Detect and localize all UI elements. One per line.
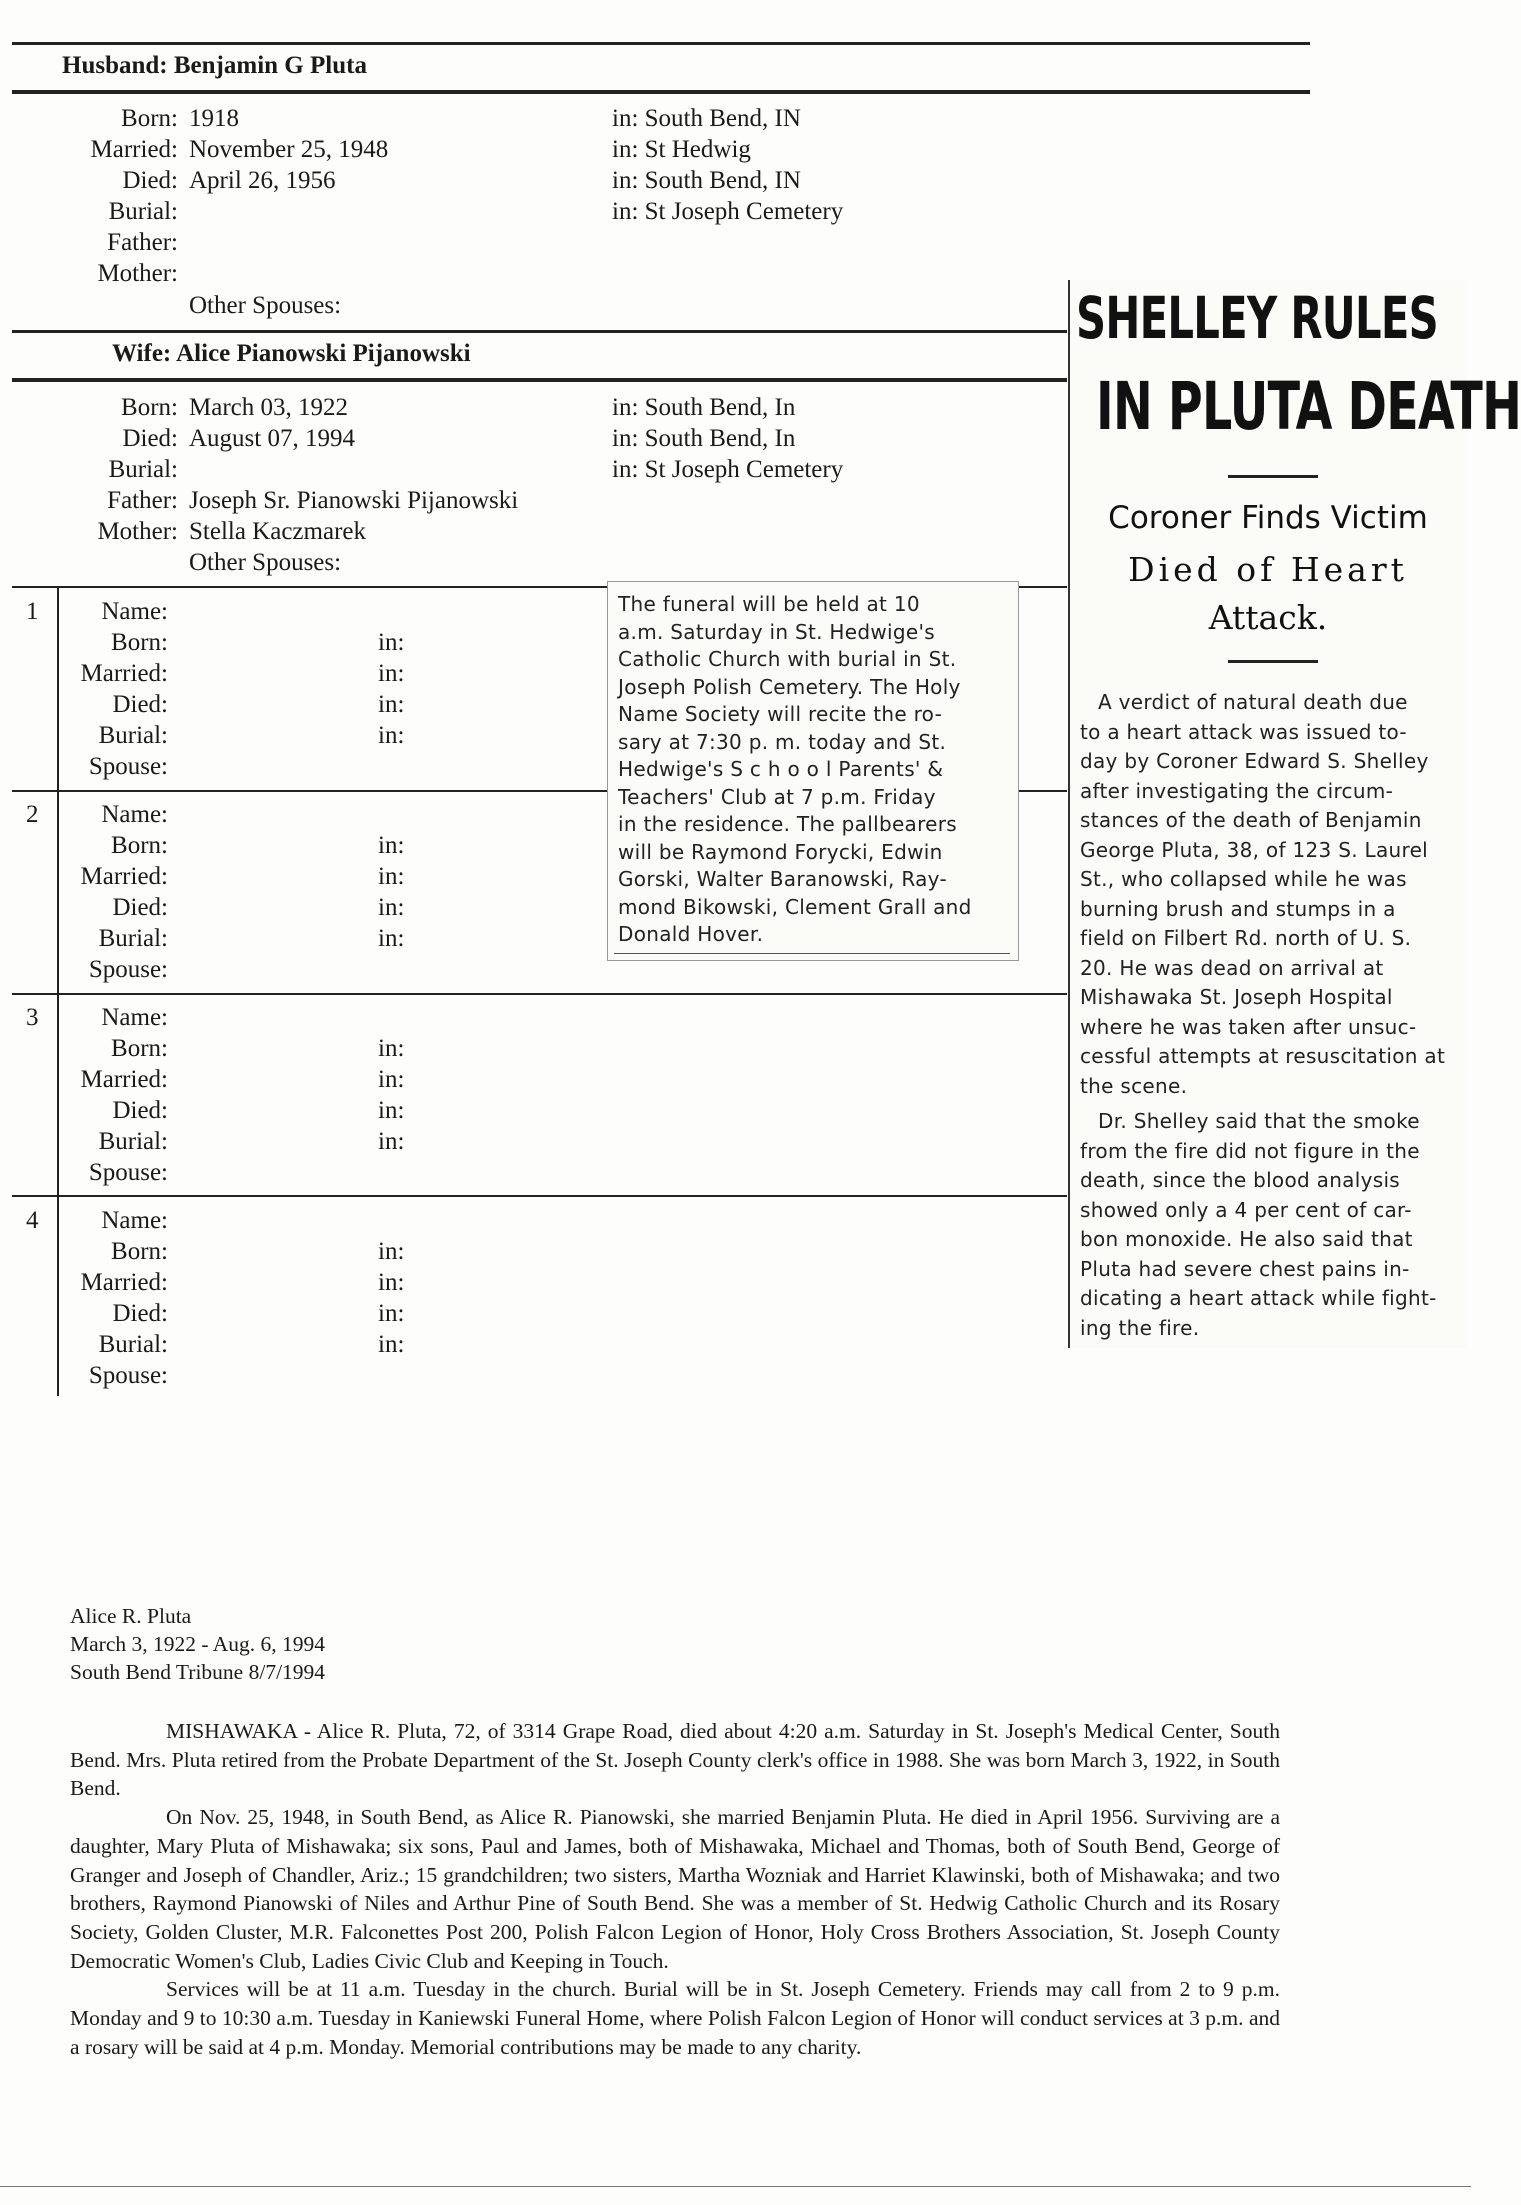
wife-died-value: August 07, 1994: [189, 425, 355, 452]
news-clip-line: where he was taken after unsuc-: [1080, 1014, 1417, 1039]
wife-heading: [112, 340, 471, 368]
child-2-burial-label: Burial:: [98, 925, 168, 952]
obit-paragraph-1: MISHAWAKA - Alice R. Pluta, 72, of 3314 Grape Road, died about 4:20 a.m. Saturday in St. Joseph's Medical Center, South Bend. Mrs. Pluta retired from the Probate Department of the St. Joseph County clerk's office in 1988. She was born March 3, 1922, in South Bend.: [70, 1719, 1280, 1801]
husband-burial-label: Burial:: [108, 198, 178, 225]
husband-heading-label: Husband:: [62, 52, 168, 79]
child-4-married-label: Married:: [80, 1269, 168, 1296]
news-subhead-3: Attack.: [1208, 598, 1328, 637]
news-clip-line: St., who collapsed while he was: [1080, 867, 1407, 891]
funeral-clip-line: Hedwige's S c h o o l Parents' &: [618, 757, 944, 781]
child-3-born-place: in:: [378, 1035, 405, 1062]
child-3-number: 3: [26, 1004, 39, 1031]
wife-father-value: Joseph Sr. Pianowski Pijanowski: [189, 487, 519, 514]
wife-rule: [12, 378, 1067, 382]
child-1-spouse-label: Spouse:: [88, 753, 168, 780]
husband-died-place: in: South Bend, IN: [612, 167, 801, 194]
headline-divider: [1228, 475, 1318, 478]
child-1-married-place: in:: [378, 660, 405, 687]
husband-born-value: 1918: [189, 105, 239, 132]
child-3-born-label: Born:: [111, 1035, 168, 1062]
child-2-number: 2: [26, 801, 39, 828]
child-2-died-place: in:: [378, 894, 405, 921]
news-clip-line: bon monoxide. He also said that: [1080, 1227, 1413, 1251]
child-2-spouse-label: Spouse:: [88, 956, 168, 983]
news-clip-line: day by Coroner Edward S. Shelley: [1080, 749, 1429, 773]
child-3-spouse-label: Spouse:: [88, 1159, 168, 1186]
obit-dates: March 3, 1922 - Aug. 6, 1994: [70, 1632, 325, 1656]
husband-father-label: Father:: [107, 229, 178, 256]
child-1-born-label: Born:: [111, 629, 168, 656]
obituary-body: [70, 1717, 1280, 2061]
child-number-divider: [57, 586, 59, 1396]
wife-born-label: Born:: [121, 394, 178, 421]
husband-died-value: April 26, 1956: [189, 167, 336, 194]
wife-died-place: in: South Bend, In: [612, 425, 796, 452]
bottom-scan-edge: [0, 2186, 1471, 2187]
news-clip-line: cessful attempts at resuscitation at: [1080, 1044, 1446, 1068]
news-clip-line: after investigating the circum-: [1080, 778, 1394, 803]
husband-married-value: November 25, 1948: [189, 136, 389, 163]
funeral-clip-line: The funeral will be held at 10: [618, 592, 920, 616]
child-4-born-place: in:: [378, 1238, 405, 1265]
clipping-bottom-rule: [614, 953, 1010, 954]
news-clip-line: 20. He was dead on arrival at: [1080, 955, 1384, 980]
wife-heading-label: Wife:: [112, 340, 172, 367]
top-rule: [12, 42, 1310, 45]
child-4-rule: [12, 1195, 1067, 1197]
child-3-married-place: in:: [378, 1066, 405, 1093]
funeral-clip-line: a.m. Saturday in St. Hedwige's: [618, 619, 936, 644]
husband-burial-place: in: St Joseph Cemetery: [612, 198, 844, 225]
child-3-burial-label: Burial:: [98, 1128, 168, 1155]
wife-burial-label: Burial:: [108, 456, 178, 483]
child-2-born-label: Born:: [111, 832, 168, 859]
husband-other-spouses: Other Spouses:: [189, 292, 342, 319]
child-2-married-place: in:: [378, 863, 405, 890]
child-3-died-label: Died:: [112, 1097, 168, 1124]
child-1-burial-place: in:: [378, 722, 405, 749]
funeral-clip-line: will be Raymond Forycki, Edwin: [618, 839, 943, 864]
husband-name: Benjamin G Pluta: [173, 52, 367, 79]
news-clip-line: Mishawaka St. Joseph Hospital: [1080, 985, 1393, 1009]
news-clip-line: the scene.: [1080, 1073, 1188, 1098]
husband-mother-label: Mother:: [97, 260, 178, 287]
news-clip-line: dicating a heart attack while fight-: [1080, 1286, 1437, 1310]
funeral-clip-line: Name Society will recite the ro-: [618, 702, 943, 726]
child-1-name-label: Name:: [101, 598, 168, 625]
husband-rule: [12, 90, 1310, 94]
subhead-divider: [1228, 660, 1318, 663]
funeral-clip-line: Donald Hover.: [618, 922, 764, 946]
child-1-burial-label: Burial:: [98, 722, 168, 749]
wife-name: Alice Pianowski Pijanowski: [176, 340, 471, 367]
child-1-married-label: Married:: [80, 660, 168, 687]
husband-married-label: Married:: [90, 136, 178, 163]
news-clip-line: Pluta had severe chest pains in-: [1080, 1256, 1410, 1281]
child-4-born-label: Born:: [111, 1238, 168, 1265]
wife-other-spouses: Other Spouses:: [189, 549, 342, 576]
child-4-burial-place: in:: [378, 1331, 405, 1358]
child-3-name-label: Name:: [101, 1004, 168, 1031]
obit-paragraph-2: On Nov. 25, 1948, in South Bend, as Alice R. Pianowski, she married Benjamin Pluta. He died in April 1956. Surviving are a daughter, Mary Pluta of Mishawaka; six sons, Paul and James, both of Mishawaka, Michael and Thomas, both of South Bend, George of Granger and Joseph of Chandler, Ariz.; 15 grandchildren; two sisters, Martha Wozniak and Harriet Klawinski, both of Mishawaka; and two brothers, Raymond Pianowski of Niles and Arthur Pine of South Bend. She was a member of St. Hedwig Catholic Church and its Rosary Society, Golden Cluster, M.R. Falconettes Post 200, Polish Falcon Legion of Honor, Holy Cross Brothers Association, St. Joseph County Democratic Women's Club, Ladies Civic Club and Keeping in Touch.: [70, 1805, 1280, 1973]
child-3-burial-place: in:: [378, 1128, 405, 1155]
news-clip-line: to a heart attack was issued to-: [1080, 719, 1407, 744]
news-clip-line: George Pluta, 38, of 123 S. Laurel: [1080, 837, 1429, 862]
funeral-clip-line: in the residence. The pallbearers: [618, 812, 958, 836]
funeral-clip-line: Joseph Polish Cemetery. The Holy: [618, 674, 961, 699]
wife-mother-value: Stella Kaczmarek: [189, 518, 366, 545]
child-4-burial-label: Burial:: [98, 1331, 168, 1358]
husband-died-label: Died:: [122, 167, 178, 194]
wife-burial-place: in: St Joseph Cemetery: [612, 456, 844, 483]
funeral-clip-line: Teachers' Club at 7 p.m. Friday: [618, 784, 936, 809]
child-4-married-place: in:: [378, 1269, 405, 1296]
obit-source: South Bend Tribune 8/7/1994: [70, 1660, 326, 1684]
news-subhead-2: Died of Heart: [1128, 550, 1408, 589]
child-1-died-label: Died:: [112, 691, 168, 718]
child-2-burial-place: in:: [378, 925, 405, 952]
funeral-clip-line: mond Bikowski, Clement Grall and: [618, 894, 972, 919]
obit-paragraph-3: Services will be at 11 a.m. Tuesday in the church. Burial will be in St. Joseph Cemetery. Friends may call from 2 to 9 p.m. Monday and 9 to 10:30 a.m. Tuesday in Kaniewski Funeral Home, where Polish Falcon Legion of Honor will conduct services at 3 p.m. and a rosary will be said at 4 p.m. Monday. Memorial contributions may be made to any charity.: [70, 1977, 1280, 2059]
funeral-clip-line: sary at 7:30 p. m. today and St.: [618, 729, 947, 754]
news-clip-line: ing the fire.: [1080, 1315, 1200, 1340]
child-4-died-label: Died:: [112, 1300, 168, 1327]
news-clipping: [1068, 280, 1521, 1348]
news-clip-line: from the fire did not figure in the: [1080, 1138, 1420, 1163]
child-3-married-label: Married:: [80, 1066, 168, 1093]
child-3-died-place: in:: [378, 1097, 405, 1124]
news-clip-line: A verdict of natural death due: [1098, 690, 1408, 714]
wife-mother-label: Mother:: [97, 518, 178, 545]
news-clip-line: stances of the death of Benjamin: [1080, 808, 1422, 832]
husband-born-label: Born:: [121, 105, 178, 132]
wife-died-label: Died:: [122, 425, 178, 452]
child-3-rule: [12, 993, 1067, 995]
wife-father-label: Father:: [107, 487, 178, 514]
child-1-number: 1: [26, 598, 39, 625]
wife-born-value: March 03, 1922: [189, 394, 348, 421]
funeral-clipping: [607, 581, 1019, 961]
news-headline-1: SHELLEY RULES: [1076, 284, 1439, 352]
news-clip-line: showed only a 4 per cent of car-: [1080, 1197, 1412, 1222]
husband-heading: [62, 52, 367, 80]
child-4-number: 4: [26, 1207, 39, 1234]
news-clip-line: burning brush and stumps in a: [1080, 896, 1396, 921]
news-headline-2: IN PLUTA DEATH: [1096, 368, 1521, 445]
child-4-spouse-label: Spouse:: [88, 1362, 168, 1389]
obit-name: Alice R. Pluta: [70, 1604, 192, 1628]
husband-married-place: in: St Hedwig: [612, 136, 751, 163]
news-clip-line: death, since the blood analysis: [1080, 1168, 1401, 1192]
wife-born-place: in: South Bend, In: [612, 394, 796, 421]
child-1-born-place: in:: [378, 629, 405, 656]
child-4-died-place: in:: [378, 1300, 405, 1327]
funeral-clip-line: Gorski, Walter Baranowski, Ray-: [618, 867, 947, 891]
news-subhead-1: Coroner Finds Victim: [1108, 500, 1428, 536]
child-2-name-label: Name:: [101, 801, 168, 828]
news-clip-line: Dr. Shelley said that the smoke: [1098, 1109, 1420, 1133]
child-2-died-label: Died:: [112, 894, 168, 921]
child-1-died-place: in:: [378, 691, 405, 718]
news-clip-line: field on Filbert Rd. north of U. S.: [1080, 926, 1412, 950]
child-2-born-place: in:: [378, 832, 405, 859]
husband-born-place: in: South Bend, IN: [612, 105, 801, 132]
child-4-name-label: Name:: [101, 1207, 168, 1234]
wife-top-rule: [12, 330, 1067, 333]
funeral-clip-line: Catholic Church with burial in St.: [618, 647, 957, 671]
child-2-married-label: Married:: [80, 863, 168, 890]
